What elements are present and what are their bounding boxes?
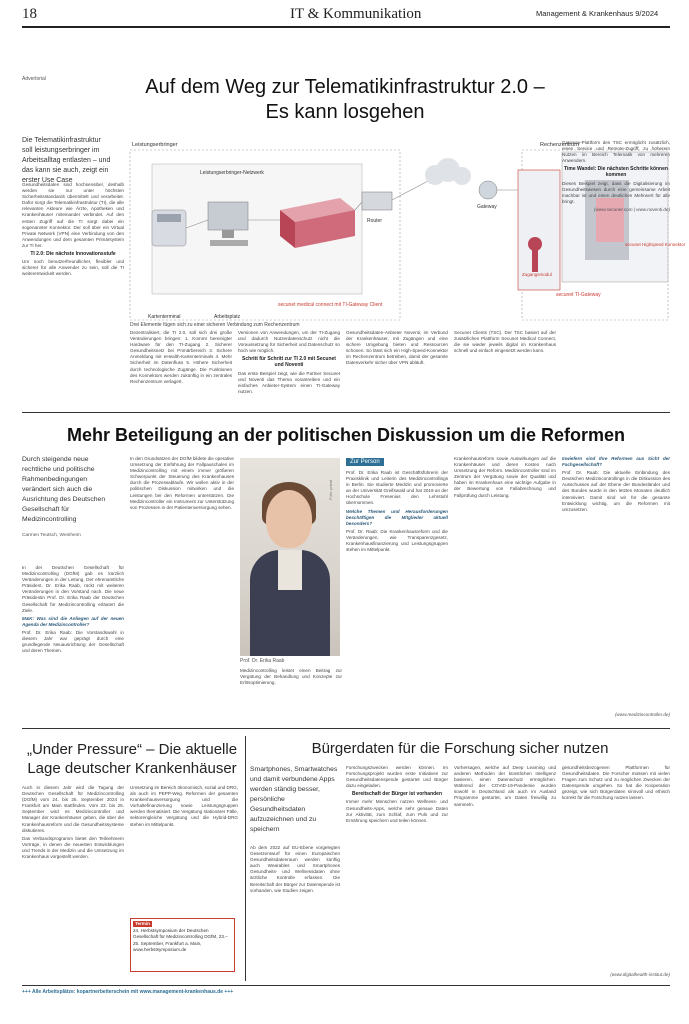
- article2-column-3: Prof. Dr. Erika Raab ist Geschäftsführerin der Praxisklinik und Leiterin des Medizincontrollings in Berlin. Sie studierte Medizin und promovierte an der Universität Greifswald und hat 2019 an der Hochschule Fresenius den Lehrstuhl übernommen. Welche Themen und Herausforderungen beschäftigen die Mitglieder aktuell besonders? Prof. Dr. Raab: Die Krankenhausreform und die Veränderungen, wie Transparenzgesetz, Krankenhausfinanzierung und Leistungsgruppen stehen im Mittelpunkt.: [346, 470, 448, 553]
- portrait-photo: [240, 458, 340, 656]
- internet-cloud-icon: [425, 158, 471, 185]
- fig-zugangsmodul: Zugangsmodul: [522, 272, 552, 277]
- card-terminal-icon: [152, 210, 186, 246]
- article1-column-6: Gateway-Plattform des TSC ermöglicht zusätzlich, einen Service und Remote-Zugriff; zu höherem Nutzen im Bereich Telematik von mehreren Anwendern. Time Wandel: Die nächsten Schritte können kommen Dieses Beispiel zeigt, dass die Digitalisierung im Gesundheitswesen durch eine gemeinsame Arbeit machbar ist und einen deutlichen Mehrwert für alle bringt. (www.secunet.com | www.noventi.de): [562, 140, 670, 212]
- header-rule: [22, 26, 670, 28]
- figure-caption: Drei Elemente fügen sich zu einer sicheren Verbindung zum Rechenzentrum: [130, 322, 300, 328]
- article2-author: Carmen Teutsch, Weinheim: [22, 533, 81, 538]
- section-title: IT & Kommunikation: [290, 6, 422, 22]
- article3-title: „Under Pressure“ – Die aktuelle Lage deutscher Krankenhäuser: [26, 741, 238, 777]
- article2-column-1: In der Deutschen Gesellschaft für Medizincontrolling (DGfM) gab es kürzlich Veränderungen in der Leitung. Der ehrenamtliche Präsident, Dr. Erika Raab, rückt mit weiteren Veränderungen in den Vorstand nach. Die neue Präsidentin Prof. Dr. Erika Raab der Deutschen Gesellschaft für Medizincontrolling erläutert die Ziele. M&K: Was sind die Anliegen auf der neuen Agenda der Medizincontroller? Prof. Dr. Erika Raab: Die Vorstandswahl in diesem Jahr war geprägt durch eine grundlegende Neuausrichtung der Gesellschaft und deren Themen.: [22, 565, 124, 654]
- article1-column-1: Gesundheitsdaten sind hochsensibel, deshalb werden sie nur unter höchsten Sicherheitsstandards übermittelt und verarbeitet. Dafür sorgt die Telematikinfrastruktur (TI), die alle relevanten Akteure wie Ärzte, Apotheken und Krankenhäuser miteinander verbindet. Auf den ersten Zugriff auf die TI sorgt dabei ein sogenannter Konnektor. Der soll über ein Virtual Private Network (VPN) eine Verbindung von den Anwendungen und dem gesamten Primärsystem zur TI her. TI 2.0: Die nächste Innovationsstufe Um noch benutzerfreundlicher, flexibler und sicherer für alle Anwender zu sein, soll die TI weiterentwickelt werden.: [22, 182, 124, 277]
- event-info-box: Termin 24. Herbstsymposium der Deutschen Gesellschaft für Medizincontrolling DGfM, 23.–25. September, Frankfurt a. Main, www.herbstsymposium.de: [130, 918, 235, 972]
- article1-lead: Die Telematikinfrastruktur soll leistungserbringer im Arbeitsalltag entlasten – und das kann sie auch, zeigt ein erster Use Case: [22, 137, 111, 184]
- gateway-icon: [479, 181, 497, 199]
- article4-lead: Smartphones, Smartwatches und damit verbundene Apps werden ständig besser, persönliche Gesundheitsdaten aufzuzeichnen und zu speichern: [250, 766, 338, 833]
- section-rule-2: [22, 728, 670, 729]
- article2-web: (www.medizincontroller.de): [615, 712, 670, 717]
- article4-column-3: Vorhersagen, welche auf Deep Learning und anderen Methoden der künstlichen Intelligenz basieren, einen Datenschutz ermöglichen. Während der COVID-19-Pandemie wurden sowohl in Deutschland als auch im Ausland Programme gestartet, um Daten freiwillig zu sammeln.: [454, 765, 556, 807]
- fig-connector: secunet medical connect mit TI-Gateway Client: [278, 302, 383, 308]
- footer-rule: [22, 985, 670, 986]
- article4-web: (www.digitalhealth-institut.de): [610, 972, 670, 977]
- article3-column-2: Umsetzung im Bereich ökonomisch, sozial und DRG, als auch im PEPP-Weg. Reformen der gesamten Krankenhausversorgung und die Vorhaltefinanzierung sowie Leistungsgruppen werden thematisiert. Die Vergütung stationärer Fälle, sektorengleiche Vergütung und die Hybrid-DRG stehen im Mittelpunkt.: [130, 785, 238, 827]
- fig-left-title: Leistungserbringer: [132, 142, 178, 148]
- photo-credit: Foto: privat: [328, 479, 333, 500]
- article2-column-4: Krankenhausreform sowie Auswirkungen auf die Krankenhäuser und deren Kosten nach Umsetzung der Reform. Medizincontroller sind im Zentrum der Vergütung sowie der Qualität und haben im Krankenhaus eine wichtige Aufgabe in der Bewertung von Fallabrechnung und Fallprüfung durch Leistung.: [454, 456, 556, 498]
- article3-column-1: Auch in diesem Jahr wird die Tagung der Deutschen Gesellschaft für Medizincontrolling (DGfM) vom 24. bis 25. September 2024 in Frankfurt am Main stattfinden. Vom 23. bis 25. September wird es Medizincontroller und Manager der Krankenhäuser geben, die über die Krankenhausreform und die Gesundheitssysteme diskutieren. Das Verbandsprogramm bietet den Teilnehmern Vorträge, in denen die neuesten Entwicklungen und Trends in der Medizin und die Umsetzung im Krankenhaus vorgestellt werden.: [22, 785, 124, 860]
- article2-column-2: In den Grundsätzen der DGfM bildete die operative Umsetzung der Einführung der Fallpauschalen im Medizincontrolling mit einem immer größeren Schwerpunkt der Steuerung des Krankenhauses durch die Prozessabläufe. Wir wollen aktiv in der politischen Diskussion mitwirken und die Leistungen bei den Reformen unterstützen. Die Medizincontroller ein Instrument zur Unterstützung von Prozessen in der Patientenversorgung sehen.: [130, 456, 234, 510]
- footer-link[interactable]: +++ Alle Arbeitsplätze: kopartnerbeiterschein mit www.management-krankenhaus.de +++: [22, 989, 234, 995]
- article4-title: Bürgerdaten für die Forschung sicher nutzen: [311, 740, 609, 757]
- section-rule-1: [22, 412, 670, 413]
- article4-column-1: Ab dem 2022 auf EU-Ebene vorgelegten Gesetzentwurf für einen Europäischen Gesundheitsdatenraum werden künftig auch Wearables und Smartphones Gesundheits- und Wellnessdaten ohne ärztliche Kontrolle erfassen. Die Bereitschaft der Bürger zur Datenspende ist vorhanden, wie Studien zeigen.: [250, 845, 340, 893]
- article1-contact: (www.secunet.com | www.noventi.de): [594, 206, 670, 212]
- article1-column-5: Secunet Clients (TSC). Der TSC basiert auf der zusätzlichen Plattform Secunet Medical Connect, die sie wieder jeweils digital im Krankenhaus schnell und einfach eingesetzt werden kann.: [454, 330, 556, 354]
- article1-title: Auf dem Weg zur Telematikinfrastruktur 2.0 – Es kann losgehen: [145, 76, 545, 123]
- photo-caption: Prof. Dr. Erika Raab: [240, 658, 285, 664]
- fig-kartenterminal: Kartenterminal: [148, 314, 181, 320]
- page-number: 18: [22, 6, 37, 22]
- article1-column-3: Versionen von Anwendungen, um der TI-Zugang und dadurch Nutzerdatenschutz nicht die Voraussetzung für Sicherheit und Datenschutz so hoch wie möglich. Schritt für Schritt zur TI 2.0 mit Secunet und Noventi Das erste Beispiel zeigt, wie die Partner Secunet und Noventi das Thema vorantreiben und ein einfaches Anbieter-System einen TI-Gateway nutzen.: [238, 330, 340, 394]
- fig-arbeitsplatz: Arbeitsplatz: [214, 314, 241, 320]
- article2-lead: Durch steigende neue rechtliche und politische Rahmenbedingungen verändert sich auch die Ausrichtung des Deutschen Gesellschaft für Medizincontrolling Carmen Teutsch, Weinheim: [22, 455, 112, 541]
- article1-column-2: Dezentralisiert, die TI 2.0, soll sich drei große Veränderungen bringen: 1. Kommt bereinigter Hardware für den TI-Zugang 2. Sicherer Gesundheitsnetz bei Primärbereich 3. Sichere Anmeldung mit eHealth-Kartenterminals 4. Mehr Sicherheit im Datenfluss 5. Höhere Sicherheit durch technologische Zugänge. Die Funktionen des Konnektors werden zukünftig in ein zentrales Rechenzentrum verlagert.: [130, 330, 232, 384]
- fig-gateway: Gateway: [477, 204, 497, 210]
- article4-column-4: gesundheitsbezogenen Plattformen für Gesundheitsdaten. Die Forscher müssen mit vielen Fragen zum Schutz und zu möglichen Zwecken der Datenspende umgehen. So hat die Kooperation gezeigt, wie sich Bürgerdaten sinnvoll und ethisch korrekt für die Forschung nutzen lassen.: [562, 765, 670, 801]
- fig-hsm: secunet Highspeed Konnektor: [625, 242, 686, 247]
- article2-column-3b: Medizincontrolling leistet einen Beitrag zur Vergütung der Behandlung und Konzepte zur Erlösoptimierung.: [240, 668, 342, 686]
- fig-router: Router: [367, 218, 383, 224]
- issue-label: Management & Krankenhaus 9/2024: [536, 9, 659, 18]
- zur-person-badge: Zur Person: [346, 458, 384, 466]
- article2-column-5: Inwiefern sind Ihre Reformen aus Sicht der Fachgesellschaft? Prof. Dr. Raab: Die aktuelle Einbindung des Deutschen Medizincontrollings in die Diskussion des Ausschusses auf der Ebene der Bundesländer und des Bundes wurde in den letzten Monaten deutlich intensiviert. Damit sind wir für die gesamte Entwicklung wichtig, um die Reformen mit umzusetzen.: [562, 456, 670, 512]
- fig-network-label: Leistungserbringer-Netzwerk: [200, 170, 264, 176]
- article1-column-4: Gesundheitsdaten-Anbieter Noventi, im Verbund der Krankenhäuser, mit Zugängen und eine sichere Umgebung bieten und Ressourcen schonen. So lässt sich ein High-Speed-Konnektor im Rechenzentrum betreiben, damit der gesamte Datenverkehr sicher über VPN abläuft.: [346, 330, 448, 366]
- article2-title: Mehr Beteiligung an der politischen Diskussion um die Reformen: [66, 425, 626, 445]
- fig-right-title: Rechenzentrum: [540, 142, 579, 148]
- fig-secunet-box: secunet TI-Gateway: [556, 292, 601, 298]
- advertorial-kicker: Advertorial: [22, 76, 46, 82]
- article4-column-2: Forschungszwecken werden können. Im Forschungsprojekt wurden erste Initiativen zur Gesundheitsdatenspende gestartet und Bürger dazu eingeladen. Bereitschaft der Bürger ist vorhanden Immer mehr Menschen nutzen Wellness- und Gesundheits-Apps, welche sehr genaue Daten zur Aktivität, zum Schlaf, zum Puls und zur Ernährung speichern und teilen können.: [346, 765, 448, 823]
- column-divider: [245, 736, 246, 981]
